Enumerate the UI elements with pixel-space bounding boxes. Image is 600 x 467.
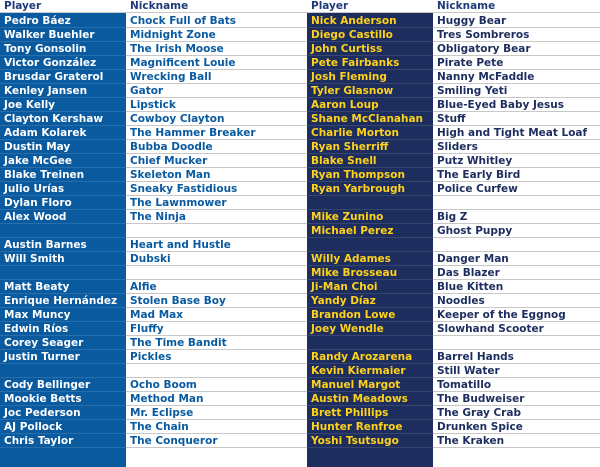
player-cell-right[interactable]: Shane McClanahan [307, 112, 433, 126]
nickname-cell-right[interactable]: Noodles [433, 294, 600, 308]
player-cell-right[interactable]: Ryan Thompson [307, 168, 433, 182]
table-row [0, 56, 600, 70]
nickname-cell-left[interactable]: Dubski [126, 252, 307, 266]
table-row [0, 252, 600, 266]
player-cell-right[interactable]: Manuel Margot [307, 378, 433, 392]
header-row [0, 0, 600, 13]
header-player-left[interactable]: Player [0, 0, 126, 13]
nickname-cell-left[interactable]: Mr. Eclipse [126, 406, 307, 420]
player-cell-left[interactable]: Walker Buehler [0, 28, 126, 42]
nickname-cell-left[interactable]: Pickles [126, 350, 307, 364]
nickname-cell-left[interactable]: Bubba Doodle [126, 140, 307, 154]
player-cell-left[interactable]: Alex Wood [0, 210, 126, 224]
player-cell-right[interactable]: Mike Zunino [307, 210, 433, 224]
nickname-cell-left[interactable]: Chock Full of Bats [126, 14, 307, 28]
table-row [0, 224, 600, 238]
nickname-cell-left[interactable]: Gator [126, 84, 307, 98]
player-cell-right[interactable]: Willy Adames [307, 252, 433, 266]
nickname-cell-left[interactable]: Cowboy Clayton [126, 112, 307, 126]
table-row [0, 238, 600, 252]
nickname-cell-right[interactable]: Smiling Yeti [433, 84, 600, 98]
nickname-cell-right[interactable]: Das Blazer [433, 266, 600, 280]
player-cell-right[interactable]: Nick Anderson [307, 14, 433, 28]
player-cell-left[interactable]: Mookie Betts [0, 392, 126, 406]
nickname-cell-left[interactable]: The Ninja [126, 210, 307, 224]
table-row [0, 84, 600, 98]
nickname-cell-left[interactable]: The Chain [126, 420, 307, 434]
table-row [0, 434, 600, 448]
header-nickname-left[interactable]: Nickname [126, 0, 307, 13]
nickname-cell-left[interactable]: Lipstick [126, 98, 307, 112]
table-row [0, 168, 600, 182]
player-cell-left[interactable] [0, 266, 126, 280]
player-cell-right[interactable]: Yoshi Tsutsugo [307, 434, 433, 448]
table-row [0, 28, 600, 42]
player-cell-right[interactable]: Brandon Lowe [307, 308, 433, 322]
nickname-cell-right[interactable]: Still Water [433, 364, 600, 378]
player-cell-right[interactable]: Kevin Kiermaier [307, 364, 433, 378]
nickname-cell-left[interactable]: Skeleton Man [126, 168, 307, 182]
player-cell-right[interactable]: Yandy Díaz [307, 294, 433, 308]
player-cell-right[interactable]: Tyler Glasnow [307, 84, 433, 98]
nickname-cell-right[interactable]: Drunken Spice [433, 420, 600, 434]
player-cell-left[interactable]: Adam Kolarek [0, 126, 126, 140]
nickname-cell-right[interactable]: Barrel Hands [433, 350, 600, 364]
nickname-cell-right[interactable]: The Budweiser [433, 392, 600, 406]
nickname-cell-right[interactable]: Pirate Pete [433, 56, 600, 70]
player-cell-left[interactable]: Blake Treinen [0, 168, 126, 182]
player-cell-right[interactable]: Ji-Man Choi [307, 280, 433, 294]
player-cell-left[interactable]: Enrique Hernández [0, 294, 126, 308]
nickname-cell-right[interactable]: Putz Whitley [433, 154, 600, 168]
nickname-cell-left[interactable]: Magnificent Louie [126, 56, 307, 70]
nickname-cell-left[interactable]: Fluffy [126, 322, 307, 336]
table-row [0, 336, 600, 350]
table-row [0, 154, 600, 168]
table-row [0, 294, 600, 308]
nickname-cell-right[interactable]: Slowhand Scooter [433, 322, 600, 336]
nickname-cell-left[interactable]: The Conqueror [126, 434, 307, 448]
table-row [0, 350, 600, 364]
player-cell-right[interactable]: Ryan Sherriff [307, 140, 433, 154]
nickname-cell-left[interactable] [126, 266, 307, 280]
player-cell-right[interactable]: Aaron Loup [307, 98, 433, 112]
nickname-cell-right[interactable]: Danger Man [433, 252, 600, 266]
nickname-cell-right[interactable] [433, 336, 600, 350]
player-cell-left[interactable] [0, 364, 126, 378]
table-row [0, 42, 600, 56]
nickname-cell-left[interactable] [126, 224, 307, 238]
nickname-cell-right[interactable]: Blue-Eyed Baby Jesus [433, 98, 600, 112]
player-cell-right[interactable]: Randy Arozarena [307, 350, 433, 364]
table-row [0, 140, 600, 154]
player-cell-right[interactable]: Mike Brosseau [307, 266, 433, 280]
player-cell-left[interactable]: Jake McGee [0, 154, 126, 168]
nickname-cell-left[interactable]: Midnight Zone [126, 28, 307, 42]
table-row [0, 392, 600, 406]
player-cell-left[interactable]: Will Smith [0, 252, 126, 266]
player-cell-right[interactable]: Austin Meadows [307, 392, 433, 406]
player-cell-left[interactable]: Cody Bellinger [0, 378, 126, 392]
player-cell-left[interactable]: Austin Barnes [0, 238, 126, 252]
player-cell-left[interactable]: Joc Pederson [0, 406, 126, 420]
nickname-cell-right[interactable]: Sliders [433, 140, 600, 154]
nickname-cell-right[interactable]: The Early Bird [433, 168, 600, 182]
player-cell-right[interactable] [307, 336, 433, 350]
nickname-cell-left[interactable]: Sneaky Fastidious [126, 182, 307, 196]
nickname-cell-left[interactable]: Mad Max [126, 308, 307, 322]
nickname-cell-right[interactable]: Ghost Puppy [433, 224, 600, 238]
nickname-cell-left[interactable]: Chief Mucker [126, 154, 307, 168]
nickname-cell-left[interactable]: The Lawnmower [126, 196, 307, 210]
header-nickname-right[interactable]: Nickname [433, 0, 600, 13]
nickname-cell-left[interactable]: The Irish Moose [126, 42, 307, 56]
player-cell-right[interactable]: Charlie Morton [307, 126, 433, 140]
player-cell-left[interactable]: AJ Pollock [0, 420, 126, 434]
table-row [0, 112, 600, 126]
player-cell-left[interactable]: Clayton Kershaw [0, 112, 126, 126]
player-cell-left[interactable]: Joe Kelly [0, 98, 126, 112]
nickname-cell-left[interactable] [126, 364, 307, 378]
table-row [0, 420, 600, 434]
player-cell-left[interactable]: Tony Gonsolin [0, 42, 126, 56]
player-cell-left[interactable]: Corey Seager [0, 336, 126, 350]
table-row [0, 182, 600, 196]
table-row [0, 14, 600, 28]
table-row [0, 196, 600, 210]
player-cell-right[interactable]: Josh Fleming [307, 70, 433, 84]
table-row [0, 308, 600, 322]
player-cell-left[interactable]: Brusdar Graterol [0, 70, 126, 84]
player-cell-right[interactable]: Joey Wendle [307, 322, 433, 336]
nickname-cell-right[interactable] [433, 238, 600, 252]
player-cell-left[interactable]: Victor González [0, 56, 126, 70]
player-cell-left[interactable]: Dylan Floro [0, 196, 126, 210]
player-cell-right[interactable]: Blake Snell [307, 154, 433, 168]
nickname-cell-left[interactable]: Wrecking Ball [126, 70, 307, 84]
player-cell-right[interactable]: Diego Castillo [307, 28, 433, 42]
player-cell-right[interactable] [307, 238, 433, 252]
player-cell-left[interactable]: Justin Turner [0, 350, 126, 364]
player-cell-left[interactable]: Julio Urías [0, 182, 126, 196]
nickname-cell-right[interactable]: Keeper of the Eggnog [433, 308, 600, 322]
nickname-cell-right[interactable]: Obligatory Bear [433, 42, 600, 56]
table-row [0, 266, 600, 280]
player-cell-left[interactable]: Dustin May [0, 140, 126, 154]
nickname-cell-right[interactable]: Huggy Bear [433, 14, 600, 28]
nickname-cell-right[interactable]: The Gray Crab [433, 406, 600, 420]
player-cell-right[interactable]: Brett Phillips [307, 406, 433, 420]
header-player-right[interactable]: Player [307, 0, 433, 13]
table-row [0, 406, 600, 420]
player-cell-right[interactable]: Michael Perez [307, 224, 433, 238]
player-cell-right[interactable] [307, 196, 433, 210]
player-cell-left[interactable]: Pedro Báez [0, 14, 126, 28]
table-row [0, 70, 600, 84]
nickname-cell-right[interactable]: Tomatillo [433, 378, 600, 392]
player-cell-right[interactable]: Hunter Renfroe [307, 420, 433, 434]
nickname-cell-right[interactable]: Police Curfew [433, 182, 600, 196]
player-cell-left[interactable]: Matt Beaty [0, 280, 126, 294]
player-cell-right[interactable]: John Curtiss [307, 42, 433, 56]
nickname-cell-right[interactable]: Tres Sombreros [433, 28, 600, 42]
nickname-cell-left[interactable]: Heart and Hustle [126, 238, 307, 252]
table-row [0, 210, 600, 224]
player-cell-left[interactable]: Chris Taylor [0, 434, 126, 448]
player-cell-right[interactable]: Pete Fairbanks [307, 56, 433, 70]
nickname-cell-right[interactable]: Nanny McFaddle [433, 70, 600, 84]
table-row [0, 378, 600, 392]
nickname-cell-right[interactable]: Blue Kitten [433, 280, 600, 294]
nickname-cell-left[interactable]: Alfie [126, 280, 307, 294]
nickname-cell-right[interactable]: High and Tight Meat Loaf [433, 126, 600, 140]
nickname-cell-left[interactable]: Stolen Base Boy [126, 294, 307, 308]
player-cell-left[interactable]: Kenley Jansen [0, 84, 126, 98]
player-cell-left[interactable]: Max Muncy [0, 308, 126, 322]
player-cell-left[interactable]: Edwin Ríos [0, 322, 126, 336]
nickname-cell-left[interactable]: Method Man [126, 392, 307, 406]
nickname-cell-right[interactable]: Stuff [433, 112, 600, 126]
table-row [0, 280, 600, 294]
table-row [0, 98, 600, 112]
nickname-cell-left[interactable]: The Hammer Breaker [126, 126, 307, 140]
nickname-cell-left[interactable]: Ocho Boom [126, 378, 307, 392]
nickname-cell-right[interactable]: Big Z [433, 210, 600, 224]
nickname-cell-left[interactable]: The Time Bandit [126, 336, 307, 350]
table-row [0, 364, 600, 378]
table-row [0, 126, 600, 140]
player-cell-left[interactable] [0, 224, 126, 238]
nickname-cell-right[interactable]: The Kraken [433, 434, 600, 448]
nickname-cell-right[interactable] [433, 196, 600, 210]
player-cell-right[interactable]: Ryan Yarbrough [307, 182, 433, 196]
table-row [0, 322, 600, 336]
